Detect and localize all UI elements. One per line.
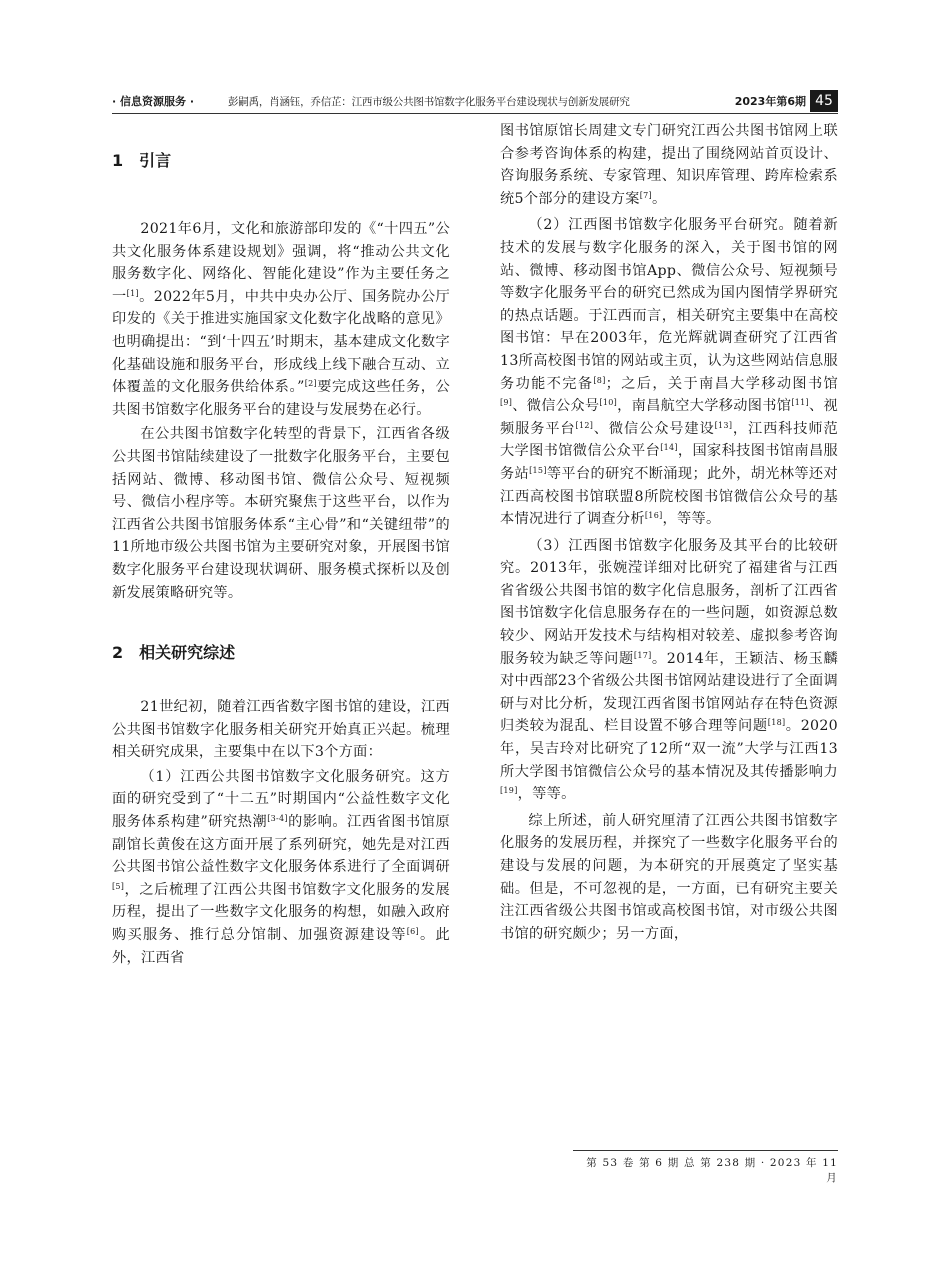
citation: [7] [639, 190, 652, 200]
citation: [12] [575, 420, 594, 430]
citation: [5] [112, 881, 125, 891]
paragraph: 图书馆原馆长周建文专门研究江西公共图书馆网上联合参考咨询体系的构建，提出了围绕网站首页设计、咨询服务系统、专家管理、知识库管理、跨库检索系统5个部分的建设方案[7]。 [500, 123, 838, 207]
citation: [15] [529, 465, 547, 475]
section-heading-2: 2 相关研究综述 [112, 643, 236, 663]
paragraph: 在公共图书馆数字化转型的背景下，江西省各级公共图书馆陆续建设了一批数字化服务平台，主要包括网站、微博、移动图书馆、微信公众号、短视频号、微信小程序等。本研究聚焦于这些平台，以作为江西省公共图书馆服务体系“主心骨”和“关键纽带”的11所地市级公共图书馆为主要研究对象，开展图书馆数字化服务平台建设现状调研、服务模式探析以及创新发展策略研究等。 [112, 426, 450, 601]
citation: [1] [126, 288, 139, 298]
running-header [112, 92, 838, 112]
citation: [2] [304, 379, 317, 389]
right-column [500, 120, 838, 945]
citation: [11] [791, 398, 809, 408]
paragraph: 21世纪初，随着江西省数字图书馆的建设，江西公共图书馆数字化服务相关研究开始真正兴起。梳理相关研究成果，主要集中在以下3个方面： [112, 699, 450, 761]
authors-title: 彭嗣禹，肖涵钰，乔信芷：江西市级公共图书馆数字化服务平台建设现状与创新发展研究 [228, 96, 630, 108]
citation: [18] [767, 718, 786, 728]
paragraph: （2）江西图书馆数字化服务平台研究。随着新技术的发展与数字化服务的深入，关于图书馆的网站、微博、移动图书馆App、微信公众号、短视频号等数字化服务平台的研究已然成为国内图情学界研究的热点话题。于江西而言，相关研究主要集中在高校图书馆：早在2003年，危光辉就调查研究了江西省13所高校图书馆的网站或主页，认为这些网站信息服务功能不完备[8]；之后，关于南昌大学移动图书馆[9]、微信公众号[10]，南昌航空大学移动图书馆[11]、视频服务平台[12]、微信公众号建设[13]，江西科技师范大学图书馆微信公众平台[14]，国家科技图书馆南昌服务站[15]等平台的研究不断涌现；此外，胡光林等还对江西高校图书馆联盟8所院校图书馆微信公众号的基本情况进行了调查分析[16]，等等。 [500, 217, 838, 528]
page-number: 45 [810, 90, 838, 112]
footer-divider [573, 1150, 838, 1151]
citation: [10] [599, 398, 618, 408]
citation: [3-4] [267, 814, 288, 824]
paragraph: （3）江西图书馆数字化服务及其平台的比较研究。2013年，张婉滢详细对比研究了福建省与江西省省级公共图书馆的数字化信息服务，剖析了江西省图书馆数字化信息服务存在的一些问题，如资源总数较少、网站开发技术与结构相对较差、虚拟参考咨询服务较为缺乏等问题[17]。2014年，王颖洁、杨玉麟对中西部23个省级公共图书馆网站建设进行了全面调研与对比分析，发现江西省图书馆网站存在特色资源归类较为混乱、栏目设置不够合理等问题[18]。2020年，吴吉玲对比研究了12所“双一流”大学与江西13所大学图书馆微信公众号的基本情况及其传播影响力[19]，等等。 [500, 537, 839, 803]
citation: [9] [500, 398, 513, 408]
citation: [8] [593, 375, 606, 385]
section-heading-1: 1 引言 [112, 151, 172, 170]
issue-label: 2023年第6期 [734, 95, 806, 108]
citation: [6] [406, 927, 419, 937]
header-divider [112, 113, 838, 114]
citation: [19] [500, 786, 518, 796]
citation: [14] [660, 443, 678, 453]
left-column [112, 120, 450, 969]
citation: [17] [633, 650, 652, 660]
section-label: · 信息资源服务 · [112, 95, 195, 108]
paragraph: 综上所述，前人研究厘清了江西公共图书馆数字化服务的发展历程，并探究了一些数字化服务平台的建设与发展的问题，为本研究的开展奠定了坚实基础。但是，不可忽视的是，一方面，已有研究主要关注江西省级公共图书馆或高校图书馆，对市级公共图书馆的研究颇少；另一方面， [500, 812, 838, 942]
citation: [13] [714, 420, 733, 430]
paragraph: （1）江西公共图书馆数字文化服务研究。这方面的研究受到了“十二五”时期国内“公益性数字文化服务体系构建”研究热潮[3-4]的影响。江西省图书馆原副馆长黄俊在这方面开展了系列研究，她先是对江西公共图书馆公益性数字文化服务体系进行了全面调研[5]，之后梳理了江西公共图书馆数字文化服务的发展历程，提出了一些数字文化服务的构想，如融入政府购买服务、推行总分馆制、加强资源建设等[6]。此外，江西省 [112, 768, 450, 966]
citation: [16] [644, 511, 663, 521]
paragraph: 2021年6月，文化和旅游部印发的《“十四五”公共文化服务体系建设规划》强调，将“推动公共文化服务数字化、网络化、智能化建设”作为主要任务之一[1]。2022年5月，中共中央办公厅、国务院办公厅印发的《关于推进实施国家文化数字化战略的意见》也明确提出：“到‘十四五’时期末，基本建成文化数字化基础设施和服务平台，形成线上线下融合互动、立体覆盖的文化服务供给体系。”[2]要完成这些任务，公共图书馆数字化服务平台的建设与发展势在必行。 [112, 221, 451, 418]
footer-issue-info: 第 53 卷 第 6 期 总 第 238 期 · 2023 年 11 月 [586, 1157, 838, 1184]
